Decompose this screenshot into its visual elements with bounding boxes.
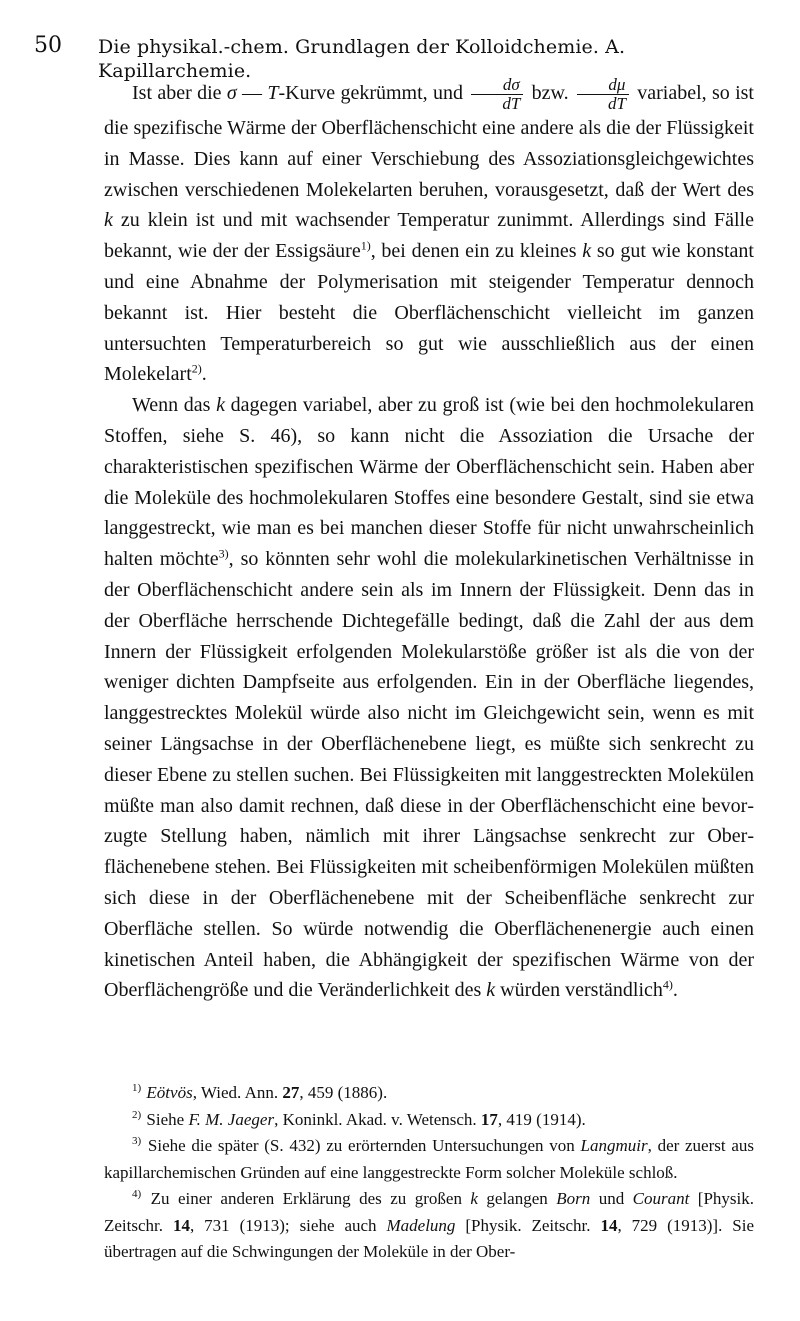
text-run: Wenn das — [132, 394, 217, 417]
fraction-numerator: dμ — [577, 76, 629, 95]
text-run: , der zuerst aus kapillarchemischen Gründen auf eine langgestreckte Form solcher Moleküle schloß. — [104, 1136, 754, 1182]
text-run: bzw. — [526, 82, 574, 105]
text-run: würden verständlich — [495, 979, 663, 1002]
running-title: Die physikal.-chem. Grundlagen der Kolloidchemie. A. Kapillarchemie. — [98, 36, 626, 82]
text-run: , 459 (1886). — [299, 1083, 388, 1102]
text-run: . — [672, 979, 678, 1002]
footnote-author: Langmuir — [580, 1136, 648, 1155]
footnote-4 — [104, 1186, 754, 1266]
symbol-k: k — [486, 979, 496, 1002]
volume-number: 14 — [172, 1215, 190, 1235]
text-run: , Wied. Ann. — [192, 1083, 283, 1102]
footnote-mark: 3) — [132, 1135, 142, 1148]
volume-number: 14 — [600, 1215, 618, 1235]
text-run: Zu einer anderen Erklärung des zu großen — [150, 1189, 471, 1208]
footnote-mark: 1) — [132, 1082, 142, 1095]
text-run: , so könnten sehr wohl die molekularkinetischen Verhältnisse in der Oberflächenschicht andere sein als im Innern der Flüssigkeit. Denn das in der Oberfläche herrschende Dichtegefälle bedingt, daß die Zahl der aus dem Innern der Flüssigkeit erfolgenden Molekularstöße größer ist als die von der weniger dichten Dampfseite aus erfolgenden. Ein in der Oberfläche liegendes, langgestrecktes Molekül würde also nicht im Gleichgewicht sein, wenn es mit seiner Längsachse in der Oberflächenebene liegt, es müßte sich senkrecht zu dieser Ebene zu stellen suchen. Bei Flüssigkeiten mit langgestreckten Molekülen müßte man also damit rechnen, daß diese in der Oberflächenschicht eine bevorzugte Stellung haben, nämlich mit ihrer Längsachse senkrecht zur Oberflächenebene stehen. Bei Flüssigkeiten mit scheibenförmigen Molekülen müßten sich diese in der Oberflächenebene mit der Scheibenfläche senkrecht zur Oberfläche stellen. So würde notwendig die Oberflächenenergie auch einen kinetischen Anteil haben, die Abhängigkeit der spezifischen Wärme von der Oberflächengröße und die Veränderlichkeit des — [104, 548, 755, 1002]
text-run: [Physik. Zeitschr. — [455, 1215, 601, 1235]
text-run: , 419 (1914). — [497, 1109, 586, 1129]
footnote-author: F. M. Jaeger — [188, 1109, 275, 1129]
footnote-1 — [104, 1080, 754, 1107]
text-run: Siehe — [146, 1109, 189, 1129]
text-run: — — [236, 82, 268, 105]
text-run: dagegen variabel, aber zu groß ist (wie bei den hochmolekularen Stoffen, siehe S. 46), so kann nicht die Assoziation die Ursache der charakteristischen spezifischen Wärme der Oberflächenschicht sein. Haben aber die Moleküle des hochmolekularen Stoffes eine besondere Gestalt, sind sie etwa langgestreckt, wie man es bei manchen dieser Stoffe für nicht unwahrscheinlich halten möchte — [104, 394, 755, 571]
footnote-ref-2: 2) — [191, 361, 202, 376]
fraction-numerator: dσ — [471, 76, 523, 95]
footnote-ref-1: 1) — [360, 238, 371, 253]
footnote-3 — [104, 1133, 754, 1186]
text-run: so gut wie konstant und eine Abnahme der Polymerisation mit steigender Temperatur dennoch bekannt ist. Hier besteht die Oberflächenschicht vielleicht im ganzen untersuchten Temperaturbereich so gut wie ausschließlich aus der einen Molekelart — [104, 240, 754, 386]
footnote-ref-4: 4) — [662, 977, 673, 992]
symbol-k: k — [582, 240, 592, 263]
text-run: . — [201, 363, 207, 386]
symbol-k: k — [216, 394, 225, 417]
fraction-dsigma-dT — [471, 76, 523, 113]
text-run: [Physik. Zeitschr. — [104, 1189, 755, 1235]
fraction-denominator: dT — [607, 94, 626, 113]
footnote-mark: 4) — [132, 1188, 142, 1201]
text-run: , 731 (1913); siehe auch — [189, 1215, 387, 1235]
text-run: , Koninkl. Akad. v. Wetensch. — [274, 1109, 481, 1129]
text-run: -Kurve gekrümmt, und — [278, 82, 469, 105]
footnote-author: Madelung — [386, 1215, 456, 1235]
text-run: , 729 (1913)]. Sie übertragen auf die Schwingungen der Moleküle in der Ober- — [104, 1215, 754, 1261]
fraction-denominator: dT — [502, 94, 521, 113]
symbol-sigma: σ — [226, 82, 237, 105]
symbol-k: k — [470, 1189, 478, 1208]
text-run: und — [590, 1189, 633, 1208]
text-run: Ist aber die — [132, 82, 227, 105]
page-header — [34, 30, 774, 82]
text-run: gelangen — [477, 1189, 557, 1208]
body-text — [104, 76, 754, 1006]
symbol-T: T — [267, 82, 279, 105]
page-number: 50 — [34, 33, 62, 58]
text-run: variabel, so ist die spezifische Wärme der Oberflächenschicht eine andere als die der Flüssigkeit in Masse. Dies kann auf einer Verschiebung des Assoziationsgleichgewichtes zwischen verschiedenen Molekelarten beruhen, vorausgesetzt, daß der Wert des — [104, 82, 754, 201]
footnote-author: Eötvös — [146, 1083, 193, 1102]
fraction-dmu-dT — [577, 76, 629, 113]
footnote-2 — [104, 1107, 754, 1134]
symbol-k: k — [104, 209, 113, 232]
footnote-ref-3: 3) — [218, 546, 229, 561]
footnotes — [104, 1080, 754, 1266]
paragraph-2 — [104, 390, 754, 1006]
volume-number: 17 — [480, 1109, 498, 1129]
paragraph-1 — [104, 76, 754, 390]
text-run: , bei denen ein zu kleines — [370, 240, 583, 263]
text-run: Siehe die später (S. 432) zu erörternden Untersuchungen von — [147, 1136, 581, 1155]
footnote-mark: 2) — [132, 1108, 142, 1121]
text-run: zu klein ist und mit wachsender Temperatur zunimmt. Allerdings sind Fälle bekannt, wie der der Essigsäure — [104, 209, 754, 263]
footnote-author: Courant — [632, 1189, 690, 1208]
footnote-author: Born — [556, 1189, 591, 1208]
volume-number: 27 — [282, 1083, 300, 1102]
